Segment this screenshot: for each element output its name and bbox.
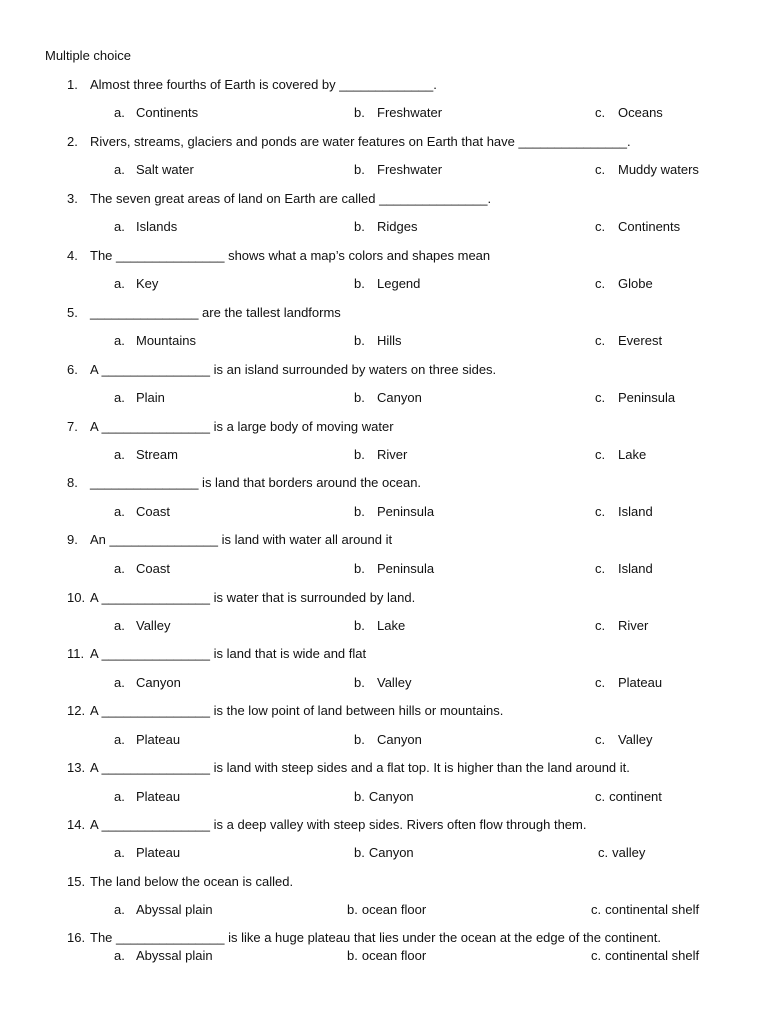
option-text: Valley	[618, 732, 653, 747]
option-text: Plateau	[136, 789, 181, 804]
option-letter: b.	[354, 504, 365, 519]
question-text: _______________ are the tallest landforms	[90, 305, 341, 320]
option-text: ocean floor	[361, 902, 427, 917]
question-text: The seven great areas of land on Earth are called _______________.	[90, 191, 492, 206]
answer-options-15	[0, 901, 768, 919]
option-text: Island	[618, 504, 653, 519]
option-letter: b.	[354, 618, 365, 633]
answer-option-c	[595, 332, 662, 350]
answer-options-3	[0, 218, 768, 236]
answer-option-c	[595, 104, 663, 122]
option-letter: a.	[114, 162, 125, 177]
option-letter: c.	[595, 105, 606, 120]
question-number: 8.	[67, 475, 78, 490]
question-10	[0, 589, 768, 607]
option-text: Coast	[136, 561, 170, 576]
option-text: Valley	[136, 618, 171, 633]
question-4	[0, 247, 768, 265]
option-text: Abyssal plain	[136, 902, 213, 917]
question-text: A _______________ is water that is surrounded by land.	[90, 590, 416, 605]
answer-options-9	[0, 560, 768, 578]
answer-option-b	[354, 161, 442, 179]
answer-option-a	[114, 674, 181, 692]
answer-options-14	[0, 844, 768, 862]
option-letter: c.	[595, 333, 606, 348]
answer-option-c	[595, 446, 646, 464]
option-text: Stream	[136, 447, 178, 462]
question-12	[0, 702, 768, 720]
answer-option-c	[595, 275, 653, 293]
option-letter: c.	[595, 390, 606, 405]
option-letter: c.	[595, 447, 606, 462]
answer-option-b	[354, 844, 414, 862]
option-letter: c.	[595, 732, 606, 747]
question-text: Almost three fourths of Earth is covered by _____________.	[90, 77, 437, 92]
option-letter: a.	[114, 447, 125, 462]
option-text: Hills	[377, 333, 402, 348]
question-2	[0, 133, 768, 151]
answer-option-b	[354, 674, 411, 692]
answer-option-a	[114, 332, 196, 350]
option-text: River	[377, 447, 408, 462]
answer-options-2	[0, 161, 768, 179]
answer-option-a	[114, 788, 180, 806]
question-1	[0, 76, 768, 94]
question-13	[0, 759, 768, 777]
answer-option-b	[354, 617, 405, 635]
answer-option-c	[595, 161, 699, 179]
option-letter: c.	[598, 845, 609, 860]
option-letter: a.	[114, 504, 125, 519]
answer-option-a	[114, 560, 170, 578]
answer-option-a	[114, 947, 213, 965]
option-text: Continents	[136, 105, 199, 120]
option-letter: a.	[114, 902, 125, 917]
answer-option-b	[354, 104, 442, 122]
question-text: The _______________ is like a huge plateau that lies under the ocean at the edge of the continent.	[90, 930, 661, 945]
answer-option-b	[354, 560, 434, 578]
option-text: Plain	[136, 390, 165, 405]
option-letter: a.	[114, 732, 125, 747]
answer-option-c	[598, 844, 645, 862]
option-text: Lake	[618, 447, 647, 462]
option-text: Canyon	[368, 845, 414, 860]
answer-option-a	[114, 104, 198, 122]
question-6	[0, 361, 768, 379]
option-letter: c.	[595, 789, 606, 804]
question-text: A _______________ is land that is wide and flat	[90, 646, 367, 661]
option-letter: c.	[595, 561, 606, 576]
option-letter: c.	[591, 902, 602, 917]
option-text: Canyon	[377, 732, 422, 747]
answer-option-a	[114, 731, 180, 749]
answer-option-b	[354, 446, 407, 464]
option-letter: a.	[114, 219, 125, 234]
answer-option-b	[347, 947, 426, 965]
question-text: A _______________ is an island surrounded by waters on three sides.	[90, 362, 497, 377]
option-letter: b.	[354, 561, 365, 576]
option-text: Continents	[618, 219, 681, 234]
answer-options-7	[0, 446, 768, 464]
question-number: 13.	[67, 760, 86, 775]
answer-options-5	[0, 332, 768, 350]
option-text: Peninsula	[377, 504, 435, 519]
answer-option-a	[114, 503, 170, 521]
answer-options-4	[0, 275, 768, 293]
option-text: Coast	[136, 504, 170, 519]
question-text: Rivers, streams, glaciers and ponds are water features on Earth that have _______________.	[90, 134, 631, 149]
option-letter: c.	[595, 219, 606, 234]
option-text: continental shelf	[605, 948, 700, 963]
option-letter: c.	[595, 618, 606, 633]
option-text: Abyssal plain	[136, 948, 213, 963]
question-number: 15.	[67, 874, 86, 889]
answer-option-b	[354, 788, 414, 806]
answer-options-6	[0, 389, 768, 407]
option-letter: b.	[354, 105, 365, 120]
answer-option-a	[114, 617, 170, 635]
option-letter: c.	[595, 504, 606, 519]
answer-option-b	[354, 389, 422, 407]
option-text: Valley	[377, 675, 412, 690]
question-number: 9.	[67, 532, 78, 547]
option-text: Globe	[618, 276, 653, 291]
question-number: 7.	[67, 419, 78, 434]
option-text: Ridges	[377, 219, 418, 234]
question-number: 1.	[67, 77, 78, 92]
option-letter: a.	[114, 675, 125, 690]
option-text: Lake	[377, 618, 406, 633]
question-text: A _______________ is land with steep sides and a flat top. It is higher than the land around it.	[90, 760, 630, 775]
question-text: An _______________ is land with water all around it	[90, 532, 393, 547]
question-number: 5.	[67, 305, 78, 320]
option-letter: b.	[347, 902, 358, 917]
option-letter: b.	[354, 276, 365, 291]
option-letter: a.	[114, 845, 125, 860]
option-letter: a.	[114, 333, 125, 348]
option-text: Canyon	[136, 675, 181, 690]
answer-option-b	[347, 901, 426, 919]
option-letter: c.	[595, 276, 606, 291]
answer-option-c	[595, 560, 653, 578]
option-letter: b.	[347, 948, 358, 963]
option-text: Plateau	[136, 732, 181, 747]
question-text: A _______________ is a large body of moving water	[90, 419, 394, 434]
option-letter: b.	[354, 162, 365, 177]
answer-option-c	[595, 788, 662, 806]
option-text: Salt water	[136, 162, 194, 177]
answer-options-10	[0, 617, 768, 635]
option-letter: a.	[114, 390, 125, 405]
option-letter: b.	[354, 447, 365, 462]
option-letter: b.	[354, 333, 365, 348]
option-text: ocean floor	[361, 948, 427, 963]
question-text: The land below the ocean is called.	[90, 874, 294, 889]
answer-option-c	[595, 218, 680, 236]
option-text: Mountains	[136, 333, 196, 348]
answer-options-11	[0, 674, 768, 692]
answer-option-a	[114, 446, 178, 464]
question-number: 3.	[67, 191, 78, 206]
option-letter: a.	[114, 948, 125, 963]
question-16	[0, 929, 768, 947]
option-text: Islands	[136, 219, 178, 234]
option-text: Everest	[618, 333, 663, 348]
option-letter: b.	[354, 845, 365, 860]
option-letter: b.	[354, 732, 365, 747]
question-text: The _______________ shows what a map’s colors and shapes mean	[90, 248, 491, 263]
option-letter: b.	[354, 390, 365, 405]
question-number: 4.	[67, 248, 78, 263]
answer-option-c	[595, 503, 653, 521]
answer-option-b	[354, 332, 402, 350]
option-text: continent	[609, 789, 662, 804]
question-text: A _______________ is the low point of land between hills or mountains.	[90, 703, 504, 718]
question-number: 16.	[67, 930, 86, 945]
option-text: Island	[618, 561, 653, 576]
answer-option-b	[354, 275, 420, 293]
option-letter: a.	[114, 618, 125, 633]
question-text: _______________ is land that borders around the ocean.	[90, 475, 422, 490]
answer-option-c	[591, 947, 699, 965]
option-letter: b.	[354, 675, 365, 690]
answer-option-c	[595, 731, 652, 749]
option-text: valley	[612, 845, 646, 860]
answer-option-b	[354, 218, 417, 236]
answer-options-8	[0, 503, 768, 521]
option-text: Freshwater	[377, 162, 443, 177]
question-8	[0, 474, 768, 492]
answer-options-16	[0, 947, 768, 965]
question-number: 2.	[67, 134, 78, 149]
question-11	[0, 645, 768, 663]
question-15	[0, 873, 768, 891]
answer-option-b	[354, 731, 422, 749]
answer-option-a	[114, 901, 213, 919]
question-5	[0, 304, 768, 322]
option-text: Canyon	[368, 789, 414, 804]
option-letter: b.	[354, 789, 365, 804]
answer-options-1	[0, 104, 768, 122]
answer-option-a	[114, 844, 180, 862]
answer-option-b	[354, 503, 434, 521]
option-text: Peninsula	[377, 561, 435, 576]
option-text: Peninsula	[618, 390, 676, 405]
option-text: Legend	[377, 276, 421, 291]
question-number: 11.	[67, 646, 85, 661]
question-number: 10.	[67, 590, 86, 605]
option-text: Plateau	[136, 845, 181, 860]
answer-options-13	[0, 788, 768, 806]
question-9	[0, 531, 768, 549]
option-text: continental shelf	[605, 902, 700, 917]
question-14	[0, 816, 768, 834]
option-text: Oceans	[618, 105, 663, 120]
option-text: Plateau	[618, 675, 663, 690]
question-number: 6.	[67, 362, 78, 377]
question-number: 14.	[67, 817, 86, 832]
option-letter: a.	[114, 789, 125, 804]
answer-option-a	[114, 275, 158, 293]
answer-option-a	[114, 161, 194, 179]
answer-option-c	[595, 389, 675, 407]
option-text: Key	[136, 276, 159, 291]
answer-options-12	[0, 731, 768, 749]
question-3	[0, 190, 768, 208]
answer-option-c	[595, 674, 662, 692]
answer-option-c	[595, 617, 648, 635]
answer-option-c	[591, 901, 699, 919]
option-text: Freshwater	[377, 105, 443, 120]
option-letter: c.	[595, 162, 606, 177]
option-letter: c.	[591, 948, 602, 963]
answer-option-a	[114, 218, 177, 236]
option-letter: a.	[114, 276, 125, 291]
option-letter: b.	[354, 219, 365, 234]
question-7	[0, 418, 768, 436]
option-text: Canyon	[377, 390, 422, 405]
option-text: Muddy waters	[618, 162, 699, 177]
worksheet-title: Multiple choice	[45, 48, 131, 63]
option-letter: a.	[114, 105, 125, 120]
question-text: A _______________ is a deep valley with steep sides. Rivers often flow through them.	[90, 817, 587, 832]
answer-option-a	[114, 389, 165, 407]
question-number: 12.	[67, 703, 86, 718]
option-text: River	[618, 618, 649, 633]
option-letter: c.	[595, 675, 606, 690]
option-letter: a.	[114, 561, 125, 576]
